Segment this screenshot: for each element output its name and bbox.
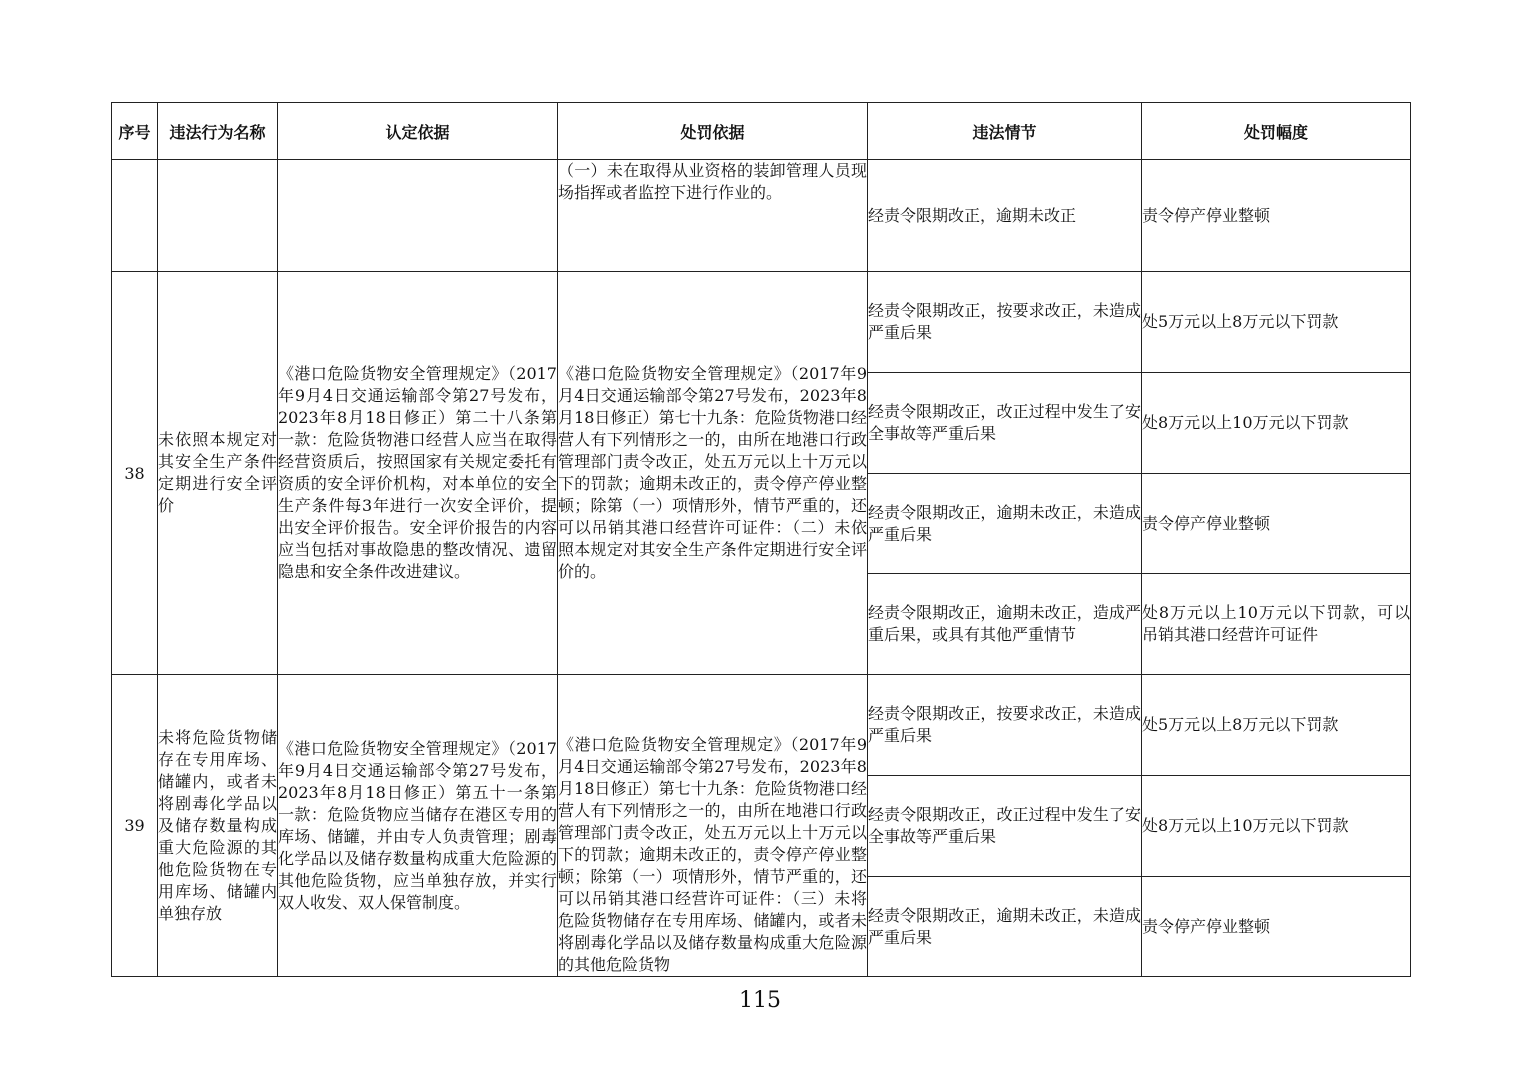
cell-penalty-basis: 《港口危险货物安全管理规定》（2017年9月4日交通运输部令第27号发布，2023年8月18日修正）第七十九条：危险货物港口经营人有下列情形之一的，由所在地港口行政管理部门责令改正，处五万元以上十万元以下的罚款；逾期未改正的，责令停产停业整顿；除第（一）项情形外，情节严重的，还可以吊销其港口经营许可证件：（三）未将危险货物储存在专用库场、储罐内，或者未将剧毒化学品以及储存数量构成重大危险源的其他危险货物 [558,675,868,977]
cell-circumstance: 经责令限期改正，逾期未改正，未造成严重后果 [868,474,1142,574]
cell-penalty: 处8万元以上10万元以下罚款 [1142,776,1411,877]
cell-number [112,160,158,272]
cell-penalty: 责令停产停业整顿 [1142,877,1411,977]
cell-name: 未将危险货物储存在专用库场、储罐内，或者未将剧毒化学品以及储存数量构成重大危险源的其他危险货物在专用库场、储罐内单独存放 [158,675,278,977]
cell-circumstance: 经责令限期改正，逾期未改正，未造成严重后果 [868,877,1142,977]
cell-identification-basis [278,160,558,272]
cell-penalty: 处5万元以上8万元以下罚款 [1142,675,1411,776]
header-row [112,103,1411,160]
cell-penalty-basis: 《港口危险货物安全管理规定》（2017年9月4日交通运输部令第27号发布，2023年8月18日修正）第七十九条：危险货物港口经营人有下列情形之一的，由所在地港口行政管理部门责令改正，处五万元以上十万元以下的罚款；逾期未改正的，责令停产停业整顿；除第（一）项情形外，情节严重的，还可以吊销其港口经营许可证件：（二）未依照本规定对其安全生产条件定期进行安全评价的。 [558,272,868,675]
header-identification-basis: 认定依据 [278,103,558,160]
penalty-table [111,102,1411,977]
cell-penalty: 处5万元以上8万元以下罚款 [1142,272,1411,373]
cell-penalty-basis: （一）未在取得从业资格的装卸管理人员现场指挥或者监控下进行作业的。 [558,160,868,272]
cell-penalty: 责令停产停业整顿 [1142,160,1411,272]
header-penalty-range: 处罚幅度 [1142,103,1411,160]
header-violation-name: 违法行为名称 [158,103,278,160]
cell-circumstance: 经责令限期改正，按要求改正，未造成严重后果 [868,675,1142,776]
cell-name [158,160,278,272]
cell-number: 38 [112,272,158,675]
cell-penalty: 处8万元以上10万元以下罚款 [1142,373,1411,474]
header-circumstance: 违法情节 [868,103,1142,160]
table-row-38 [112,272,1411,373]
cell-number: 39 [112,675,158,977]
cell-penalty: 处8万元以上10万元以下罚款，可以吊销其港口经营许可证件 [1142,574,1411,675]
header-number: 序号 [112,103,158,160]
cell-identification-basis: 《港口危险货物安全管理规定》（2017年9月4日交通运输部令第27号发布，2023年8月18日修正）第五十一条第一款：危险货物应当储存在港区专用的库场、储罐，并由专人负责管理；剧毒化学品以及储存数量构成重大危险源的其他危险货物，应当单独存放，并实行双人收发、双人保管制度。 [278,675,558,977]
table-row-continuation [112,160,1411,272]
cell-circumstance: 经责令限期改正，改正过程中发生了安全事故等严重后果 [868,373,1142,474]
cell-circumstance: 经责令限期改正，按要求改正，未造成严重后果 [868,272,1142,373]
cell-name: 未依照本规定对其安全生产条件定期进行安全评价 [158,272,278,675]
cell-circumstance: 经责令限期改正，改正过程中发生了安全事故等严重后果 [868,776,1142,877]
cell-penalty: 责令停产停业整顿 [1142,474,1411,574]
table-row-39 [112,675,1411,776]
cell-circumstance: 经责令限期改正，逾期未改正 [868,160,1142,272]
cell-circumstance: 经责令限期改正，逾期未改正，造成严重后果，或具有其他严重情节 [868,574,1142,675]
page-number: 115 [739,988,781,1013]
cell-identification-basis: 《港口危险货物安全管理规定》（2017年9月4日交通运输部令第27号发布，2023年8月18日修正）第二十八条第一款：危险货物港口经营人应当在取得经营资质后，按照国家有关规定委托有资质的安全评价机构，对本单位的安全生产条件每3年进行一次安全评价，提出安全评价报告。安全评价报告的内容应当包括对事故隐患的整改情况、遗留隐患和安全条件改进建议。 [278,272,558,675]
header-penalty-basis: 处罚依据 [558,103,868,160]
